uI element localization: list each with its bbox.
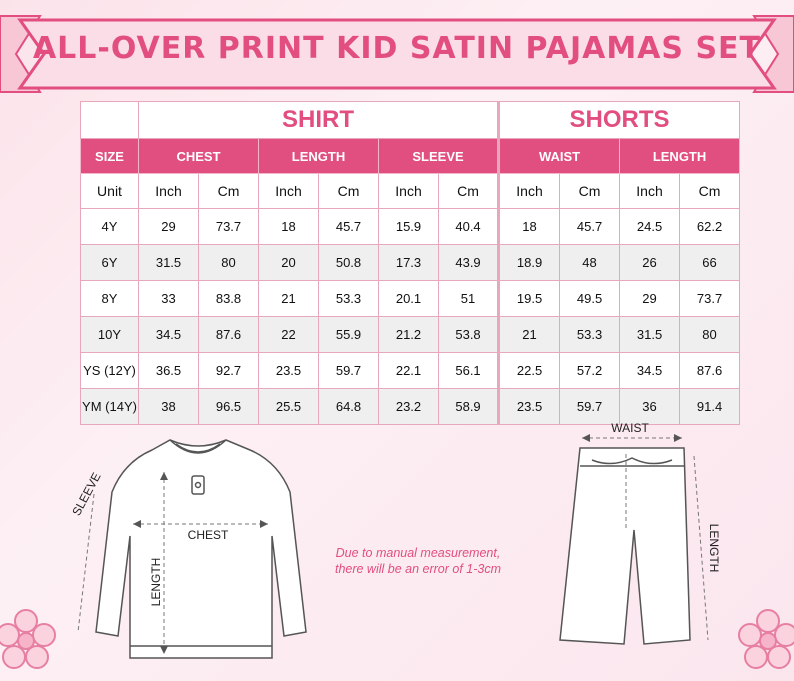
table-cell: 56.1 (439, 353, 499, 389)
table-cell: 26 (620, 245, 680, 281)
table-cell: 64.8 (319, 389, 379, 425)
table-cell: 43.9 (439, 245, 499, 281)
table-row (81, 209, 740, 245)
table-row (81, 245, 740, 281)
table-cell: 22 (259, 317, 319, 353)
unit-cell: Inch (499, 174, 560, 209)
size-cell: 6Y (81, 245, 139, 281)
unit-cell: Cm (680, 174, 740, 209)
table-cell: 87.6 (199, 317, 259, 353)
table-cell: 34.5 (139, 317, 199, 353)
corner-cell (81, 102, 139, 139)
table-cell: 53.3 (319, 281, 379, 317)
unit-cell: Inch (379, 174, 439, 209)
size-cell: 4Y (81, 209, 139, 245)
flower-icon (734, 605, 794, 681)
table-cell: 23.5 (259, 353, 319, 389)
table-cell: 96.5 (199, 389, 259, 425)
table-cell: 73.7 (199, 209, 259, 245)
size-cell: YS (12Y) (81, 353, 139, 389)
table-cell: 31.5 (139, 245, 199, 281)
table-cell: 80 (199, 245, 259, 281)
table-cell: 49.5 (560, 281, 620, 317)
unit-cell: Inch (620, 174, 680, 209)
col-header-shirt-length: LENGTH (259, 139, 379, 174)
table-cell: 38 (139, 389, 199, 425)
table-cell: 20 (259, 245, 319, 281)
unit-cell: Cm (439, 174, 499, 209)
size-chart-table (80, 101, 740, 425)
table-cell: 21 (259, 281, 319, 317)
shorts-length-label: LENGTH (707, 523, 721, 573)
sleeve-label: SLEEVE (69, 470, 104, 519)
table-cell: 23.5 (499, 389, 560, 425)
table-cell: 20.1 (379, 281, 439, 317)
col-header-waist: WAIST (499, 139, 620, 174)
table-cell: 36 (620, 389, 680, 425)
table-cell: 53.8 (439, 317, 499, 353)
table-cell: 18 (259, 209, 319, 245)
col-header-chest: CHEST (139, 139, 259, 174)
table-cell: 22.1 (379, 353, 439, 389)
waist-label: WAIST (611, 421, 649, 435)
table-cell: 45.7 (560, 209, 620, 245)
unit-cell: Cm (319, 174, 379, 209)
table-cell: 17.3 (379, 245, 439, 281)
table-cell: 22.5 (499, 353, 560, 389)
table-cell: 36.5 (139, 353, 199, 389)
table-cell: 23.2 (379, 389, 439, 425)
table-cell: 18.9 (499, 245, 560, 281)
table-cell: 21.2 (379, 317, 439, 353)
table-cell: 55.9 (319, 317, 379, 353)
table-cell: 91.4 (680, 389, 740, 425)
col-header-size: SIZE (81, 139, 139, 174)
unit-cell: Unit (81, 174, 139, 209)
table-cell: 19.5 (499, 281, 560, 317)
table-cell: 57.2 (560, 353, 620, 389)
table-cell: 50.8 (319, 245, 379, 281)
unit-cell: Inch (139, 174, 199, 209)
page-title: ALL-OVER PRINT KID SATIN PAJAMAS SET (32, 31, 762, 66)
table-cell: 73.7 (680, 281, 740, 317)
table-cell: 21 (499, 317, 560, 353)
measurement-note (318, 545, 518, 577)
table-cell: 34.5 (620, 353, 680, 389)
table-cell: 51 (439, 281, 499, 317)
group-header-row (81, 102, 740, 139)
table-cell: 45.7 (319, 209, 379, 245)
column-header-row (81, 139, 740, 174)
table-cell: 80 (680, 317, 740, 353)
shorts-diagram (552, 418, 722, 658)
table-cell: 15.9 (379, 209, 439, 245)
group-header-shirt: SHIRT (139, 102, 499, 139)
unit-cell: Cm (199, 174, 259, 209)
table-cell: 33 (139, 281, 199, 317)
unit-row (81, 174, 740, 209)
col-header-shorts-length: LENGTH (620, 139, 740, 174)
unit-cell: Cm (560, 174, 620, 209)
note-line: Due to manual measurement, (335, 546, 501, 560)
shirt-diagram (69, 432, 318, 678)
table-cell: 29 (139, 209, 199, 245)
note-line: there will be an error of 1-3cm (334, 562, 502, 576)
table-cell: 48 (560, 245, 620, 281)
table-cell: 59.7 (319, 353, 379, 389)
col-header-sleeve: SLEEVE (379, 139, 499, 174)
group-header-shorts: SHORTS (499, 102, 740, 139)
table-cell: 18 (499, 209, 560, 245)
table-cell: 62.2 (680, 209, 740, 245)
unit-cell: Inch (259, 174, 319, 209)
table-cell: 92.7 (199, 353, 259, 389)
table-cell: 53.3 (560, 317, 620, 353)
table-row (81, 281, 740, 317)
table-cell: 24.5 (620, 209, 680, 245)
flower-icon (0, 605, 60, 681)
table-cell: 58.9 (439, 389, 499, 425)
size-cell: 10Y (81, 317, 139, 353)
table-cell: 40.4 (439, 209, 499, 245)
size-cell: 8Y (81, 281, 139, 317)
table-row (81, 317, 740, 353)
table-cell: 83.8 (199, 281, 259, 317)
shirt-length-label: LENGTH (149, 557, 163, 607)
table-cell: 66 (680, 245, 740, 281)
size-cell: YM (14Y) (81, 389, 139, 425)
table-cell: 31.5 (620, 317, 680, 353)
table-cell: 29 (620, 281, 680, 317)
table-cell: 25.5 (259, 389, 319, 425)
table-row (81, 353, 740, 389)
chest-label: CHEST (187, 528, 229, 542)
table-cell: 59.7 (560, 389, 620, 425)
table-cell: 87.6 (680, 353, 740, 389)
